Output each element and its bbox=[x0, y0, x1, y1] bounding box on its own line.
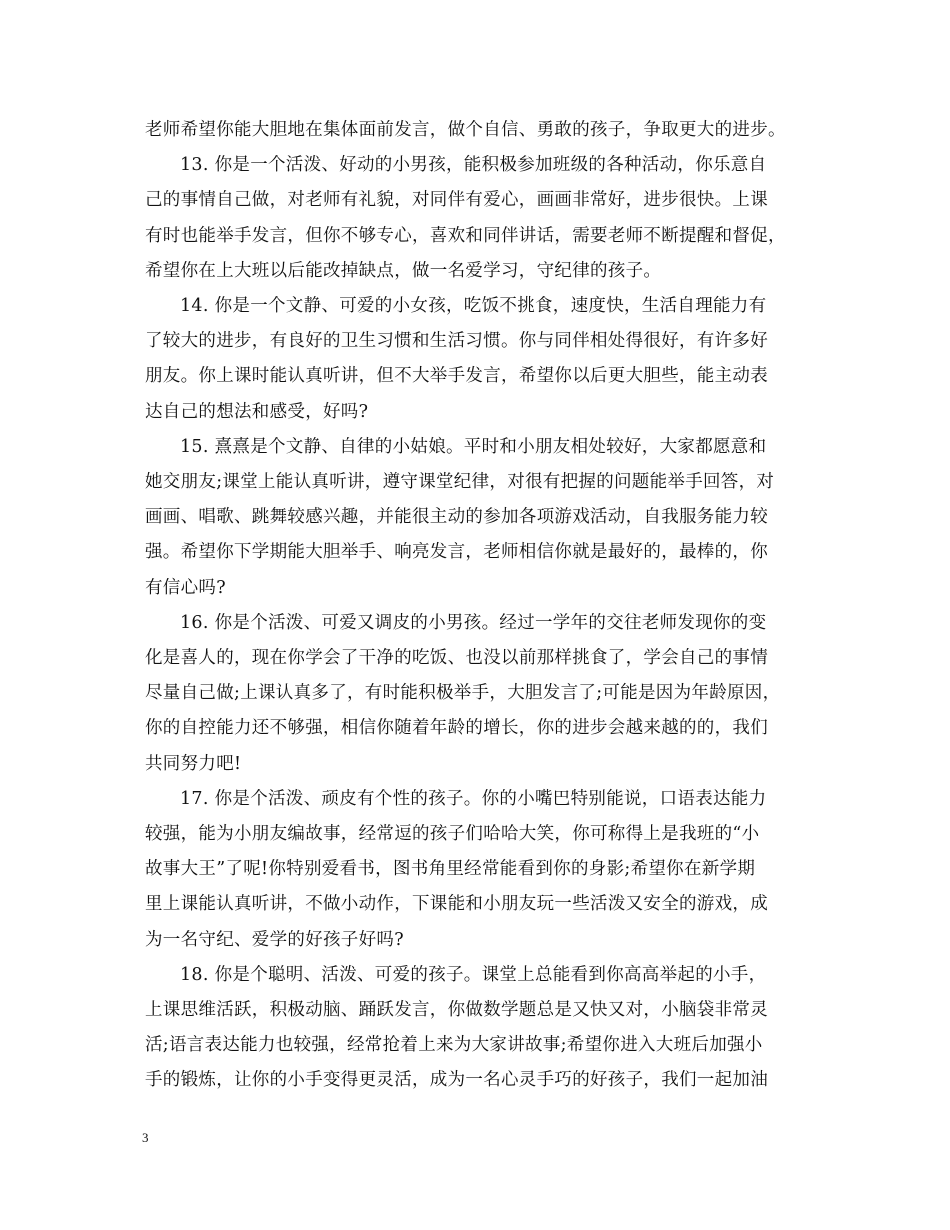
text-line: 较强，能为小朋友编故事，经常逗的孩子们哈哈大笑，你可称得上是我班的“小 bbox=[145, 824, 760, 844]
page-number: 3 bbox=[142, 1130, 149, 1145]
text-line: 18. 你是个聪明、活泼、可爱的孩子。课堂上总能看到你高高举起的小手， bbox=[180, 964, 767, 985]
text-line: 13. 你是一个活泼、好动的小男孩，能积极参加班级的各种活动，你乐意自 bbox=[180, 155, 767, 176]
text-line: 里上课能认真听讲，不做小动作，下课能和小朋友玩一些活泼又安全的游戏，成 bbox=[145, 894, 768, 915]
text-line: 共同努力吧! bbox=[145, 753, 242, 774]
text-line: 故事大王”了呢!你特别爱看书，图书角里经常能看到你的身影;希望你在新学期 bbox=[145, 859, 756, 880]
text-line: 为一名守纪、爱学的好孩子好吗? bbox=[145, 929, 404, 950]
text-line: 己的事情自己做，对老师有礼貌，对同伴有爱心，画画非常好，进步很快。上课 bbox=[145, 190, 768, 211]
text-line: 她交朋友;课堂上能认真听讲，遵守课堂纪律，对很有把握的问题能举手回答，对 bbox=[145, 472, 775, 492]
text-line: 活;语言表达能力也较强，经常抢着上来为大家讲故事;希望你进入大班后加强小 bbox=[145, 1035, 763, 1056]
text-line: 17. 你是个活泼、顽皮有个性的孩子。你的小嘴巴特别能说，口语表达能力 bbox=[180, 788, 767, 809]
text-line: 强。希望你下学期能大胆举手、响亮发言，老师相信你就是最好的，最棒的，你 bbox=[145, 542, 768, 563]
text-line: 上课思维活跃，积极动脑、踊跃发言，你做数学题总是又快又对，小脑袋非常灵 bbox=[145, 1000, 768, 1020]
text-line: 画画、唱歌、跳舞较感兴趣，并能很主动的参加各项游戏活动，自我服务能力较 bbox=[145, 507, 768, 528]
text-line: 14. 你是一个文静、可爱的小女孩，吃饭不挑食，速度快，生活自理能力有 bbox=[180, 296, 767, 316]
text-line: 尽量自己做;上课认真多了，有时能积极举手，大胆发言了;可能是因为年龄原因， bbox=[145, 683, 781, 704]
text-line: 有信心吗? bbox=[145, 577, 226, 598]
text-line: 达自己的想法和感受，好吗? bbox=[145, 401, 369, 422]
text-line: 了较大的进步，有良好的卫生习惯和生活习惯。你与同伴相处得很好，有许多好 bbox=[145, 331, 768, 352]
text-line: 希望你在上大班以后能改掉缺点，做一名爱学习，守纪律的孩子。 bbox=[145, 260, 662, 281]
text-line: 老师希望你能大胆地在集体面前发言，做个自信、勇敢的孩子，争取更大的进步。 bbox=[145, 120, 786, 140]
text-line: 你的自控能力还不够强，相信你随着年龄的增长，你的进步会越来越的的，我们 bbox=[145, 718, 768, 739]
text-line: 15. 熹熹是个文静、自律的小姑娘。平时和小朋友相处较好，大家都愿意和 bbox=[180, 436, 767, 457]
text-line: 16. 你是个活泼、可爱又调皮的小男孩。经过一学年的交往老师发现你的变 bbox=[180, 612, 767, 633]
text-line: 有时也能举手发言，但你不够专心，喜欢和同伴讲话，需要老师不断提醒和督促， bbox=[145, 225, 786, 246]
text-line: 手的锻炼，让你的小手变得更灵活，成为一名心灵手巧的好孩子，我们一起加油 bbox=[145, 1070, 768, 1091]
text-line: 化是喜人的，现在你学会了干净的吃饭、也没以前那样挑食了，学会自己的事情 bbox=[145, 648, 768, 668]
text-line: 朋友。你上课时能认真听讲，但不大举手发言，希望你以后更大胆些，能主动表 bbox=[145, 366, 768, 387]
